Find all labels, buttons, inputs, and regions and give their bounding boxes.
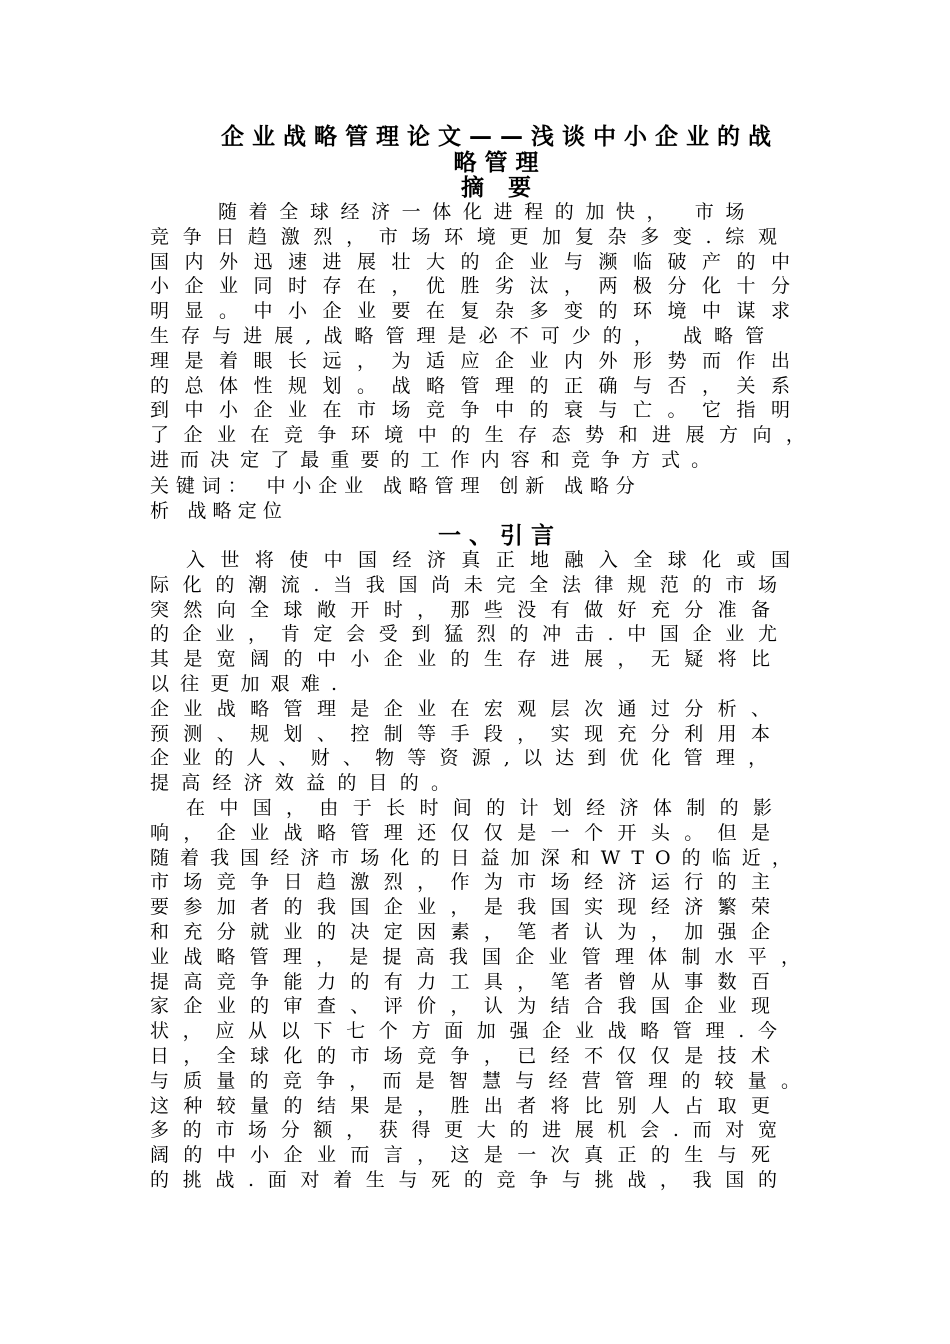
text-line: 生存与进展,战略管理是必不可少的， 战略管 — [150, 325, 777, 347]
document-title-line-1: 企业战略管理论文——浅谈中小企业的战 — [221, 124, 779, 150]
text-line: 明显。中小企业要在复杂多变的环境中谋求 — [150, 300, 806, 323]
text-line: 提高经济效益的目的。 — [150, 772, 463, 795]
text-line: 了企业在竞争环境中的生存态势和进展方向， — [150, 424, 820, 447]
abstract-heading: 摘 要 — [460, 175, 539, 201]
text-line: 企业的人、财、物等资源,以达到优化管理， — [150, 747, 781, 770]
text-line: 竞争日趋激烈，市场环境更加复杂多变.综观 — [150, 225, 791, 248]
text-line: 要参加者的我国企业，是我国实现经济繁荣 — [150, 896, 785, 919]
text-line: 企业战略管理是企业在宏观层次通过分析、 — [150, 697, 785, 720]
section-heading-introduction: 一、引言 — [438, 523, 562, 549]
text-line: 的企业，肯定会受到猛烈的冲击.中国企业尤 — [150, 623, 791, 646]
text-line: 关键词： 中小企业 战略管理 创新 战略分 — [150, 475, 642, 497]
document-title-line-2: 略管理 — [453, 150, 547, 176]
text-line: 与质量的竞争，而是智慧与经营管理的较量。 — [150, 1069, 815, 1092]
text-line: 突然向全球敞开时，那些没有做好充分准备 — [150, 598, 785, 621]
text-line: 以往更加艰难. — [150, 673, 349, 695]
text-line: 业战略管理，是提高我国企业管理体制水平， — [150, 945, 815, 968]
text-line: 日，全球化的市场竞争，已经不仅仅是技术 — [150, 1045, 785, 1067]
text-line: 市场竞争日趋激烈，作为市场经济运行的主 — [150, 871, 785, 894]
text-line: 其是宽阔的中小企业的生存进展，无疑将比 — [150, 648, 785, 671]
text-line: 际化的潮流.当我国尚未完全法律规范的市场 — [150, 573, 791, 596]
text-line: 响，企业战略管理还仅仅是一个开头。但是 — [150, 821, 785, 844]
text-line: 随着我国经济市场化的日益加深和WTO的临近， — [150, 846, 802, 869]
text-line: 理是着眼长远，为适应企业内外形势而作出 — [150, 349, 806, 372]
text-line: 的挑战.面对着生与死的竞争与挑战，我国的 — [150, 1169, 791, 1191]
text-line: 国内外迅速进展壮大的企业与濒临破产的中 — [150, 250, 806, 273]
text-line: 小企业同时存在，优胜劣汰，两极分化十分 — [150, 275, 806, 298]
text-line: 入世将使中国经济真正地融入全球化或国 — [186, 549, 806, 571]
text-line: 预测、规划、控制等手段，实现充分利用本 — [150, 722, 785, 745]
text-line: 析 战略定位 — [150, 499, 289, 522]
text-line: 在中国，由于长时间的计划经济体制的影 — [186, 797, 787, 819]
text-line: 多的市场分额，获得更大的进展机会.而对宽 — [150, 1119, 791, 1142]
text-line: 到中小企业在市场竞争中的衰与亡。它指明 — [150, 399, 806, 422]
text-line: 状，应从以下七个方面加强企业战略管理.今 — [150, 1020, 791, 1043]
text-line: 进而决定了最重要的工作内容和竞争方式。 — [150, 449, 722, 471]
text-line: 的总体性规划。战略管理的正确与否，关系 — [150, 374, 806, 397]
text-line: 随着全球经济一体化进程的加快， 市场 — [218, 201, 757, 223]
text-line: 和充分就业的决定因素，笔者认为，加强企 — [150, 921, 785, 943]
text-line: 阔的中小企业而言，这是一次真正的生与死 — [150, 1144, 785, 1167]
text-line: 这种较量的结果是，胜出者将比别人占取更 — [150, 1094, 785, 1117]
text-line: 提高竞争能力的有力工具，笔者曾从事数百 — [150, 970, 785, 993]
text-line: 家企业的审查、评价，认为结合我国企业现 — [150, 995, 785, 1018]
